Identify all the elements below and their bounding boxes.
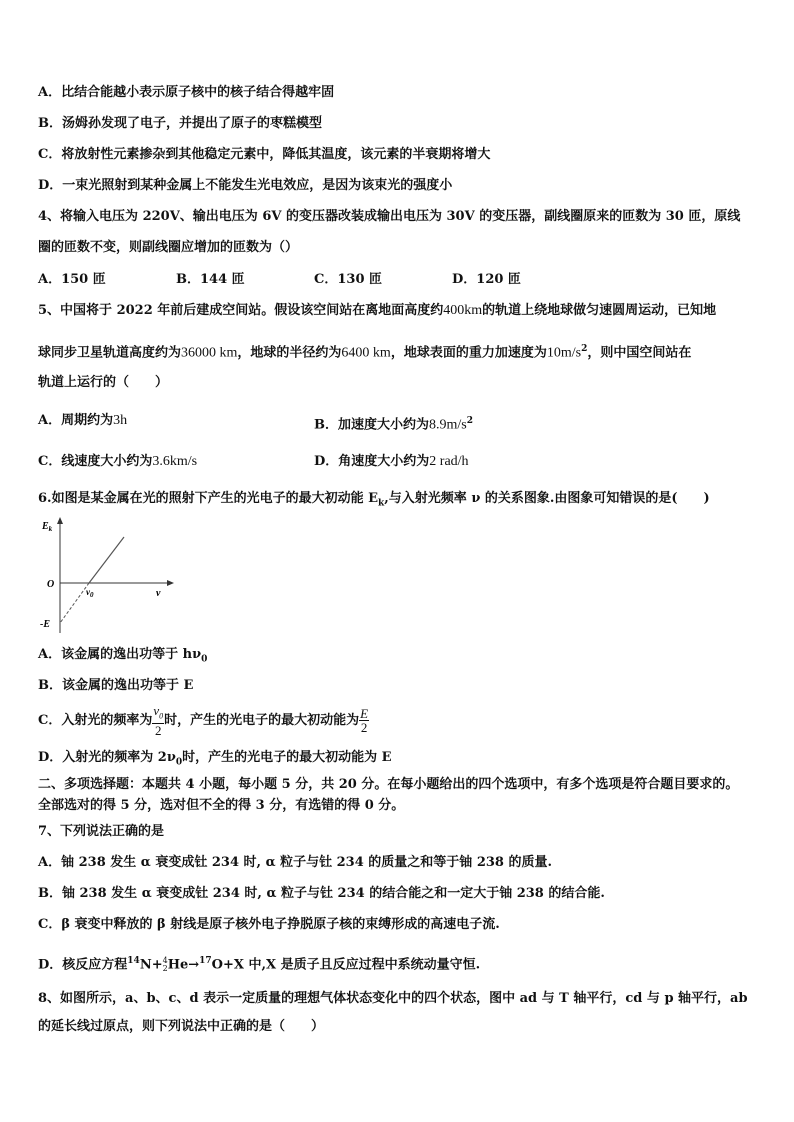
q3-option-a: A．比结合能越小表示原子核中的核子结合得越牢固: [38, 85, 335, 100]
x-axis-label: ν: [156, 588, 161, 599]
neg-e-label: -E: [40, 619, 50, 630]
q3-option-c: C．将放射性元素掺杂到其他稳定元素中，降低其温度，该元素的半衰期将增大: [38, 147, 491, 162]
q6-option-a: A．该金属的逸出功等于 $h\nu_0$: [38, 647, 208, 665]
q5-stem-line1: 5、中国将于 2022 年前后建成空间站。假设该空间站在离地面高度约400km的轨道上绕地球做匀速圆周运动，已知地: [38, 303, 717, 318]
nu0-label: $\nu_0$: [86, 587, 94, 599]
q8-stem-line1: 8、如图所示，a、b、c、d 表示一定质量的理想气体状态变化中的四个状态，图中 ad 与 T 轴平行，cd 与 p 轴平行，ab: [38, 991, 748, 1006]
q8-stem-line2: 的延长线过原点，则下列说法中正确的是（ ）: [38, 1019, 325, 1034]
ek-line-extension: [60, 583, 89, 623]
fraction-v0-over-2: $\frac{v_0}{2}$: [153, 703, 164, 738]
q5-stem-line3: 轨道上运行的（ ）: [38, 375, 169, 390]
q7-option-b: B．铀 238 发生 α 衰变成钍 234 时, α 粒子与钍 234 的结合能之和一定大于铀 238 的结合能.: [38, 886, 605, 901]
q4-stem-line2: 圈的匝数不变，则副线圈应增加的匝数为（）: [38, 240, 299, 255]
q4-option-a: A．150 匝: [38, 272, 106, 287]
q4-option-b: B．144 匝: [176, 272, 245, 287]
q5-option-b: B．加速度大小约为$8.9m/s^2$: [314, 416, 473, 433]
q5-option-c: C．线速度大小约为3.6km/s: [38, 454, 198, 469]
section2-heading-line2: 全部选对的得 5 分，选对但不全的得 3 分，有选错的得 0 分。: [38, 798, 405, 813]
q4-option-c: C．130 匝: [314, 272, 383, 287]
q3-option-d: D．一束光照射到某种金属上不能发生光电效应，是因为该束光的强度小: [38, 178, 453, 193]
fraction-e-over-2: $\frac{E}{2}$: [360, 706, 369, 735]
ek-line: [89, 537, 124, 583]
q7-option-c: C．β 衰变中释放的 β 射线是原子核外电子挣脱原子核的束缚形成的高速电子流.: [38, 917, 500, 932]
q5-option-a: A．周期约为3h: [38, 413, 128, 428]
q6-option-b: B．该金属的逸出功等于 E: [38, 678, 194, 693]
y-axis-label: $E_k$: [42, 521, 53, 533]
q3-option-b: B．汤姆孙发现了电子，并提出了原子的枣糕模型: [38, 116, 322, 131]
q7-stem: 7、下列说法正确的是: [38, 824, 165, 839]
q7-option-d: D．核反应方程$^{14}$N+ 4 2 He→$^{17}$O+X 中,X 是质子且反应过程中系统动量守恒.: [38, 955, 481, 973]
q5-stem-line2: 球同步卫星轨道高度约为36000 km，地球的半径约为6400 km，地球表面的重力加速度为$10m/s^2$，则中国空间站在: [38, 344, 692, 361]
ek-vs-frequency-graph: [38, 515, 178, 637]
q5-option-d: D．角速度大小约为2 rad/h: [314, 454, 469, 469]
helium-isotope-numbers: 4 2: [162, 955, 168, 973]
q6-stem: 6.如图是某金属在光的照射下产生的光电子的最大初动能 $E_k$,与入射光频率 ν 的关系图象.由图象可知错误的是( ): [38, 491, 710, 509]
q4-stem-line1: 4、将输入电压为 220V、输出电压为 6V 的变压器改装成输出电压为 30V 的变压器，副线圈原来的匝数为 30 匝，原线: [38, 209, 741, 224]
q7-option-a: A．铀 238 发生 α 衰变成钍 234 时, α 粒子与钍 234 的质量之和等于铀 238 的质量.: [38, 855, 553, 870]
section2-heading-line1: 二、多项选择题：本题共 4 小题，每小题 5 分，共 20 分。在每小题给出的四个选项中，有多个选项是符合题目要求的。: [38, 777, 739, 792]
y-axis-arrow: [57, 517, 63, 524]
q6-option-c: C．入射光的频率为 $\frac{v_0}{2}$ 时，产生的光电子的最大初动能为 $\frac{E}{2}$: [38, 703, 369, 738]
x-axis-arrow: [167, 580, 174, 586]
origin-label: O: [47, 579, 55, 590]
q4-option-d: D．120 匝: [452, 272, 521, 287]
q6-option-d: D．入射光的频率为 $2\nu_0$时，产生的光电子的最大初动能为 E: [38, 750, 392, 768]
